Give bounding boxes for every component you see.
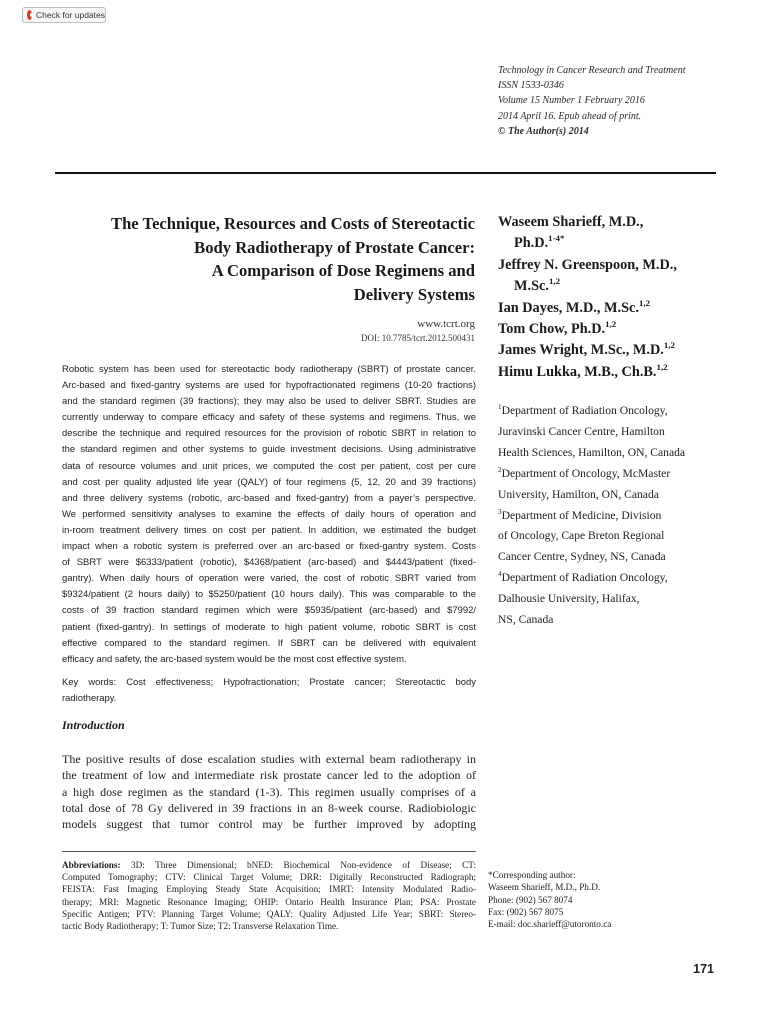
abstract-line: in-room treatment delivery times on cost per patient. In addition, we estimated the budget — [62, 524, 476, 536]
intro-line: The positive results of dose escalation studies with external beam radiotherapy in — [62, 752, 476, 766]
article-title — [60, 212, 475, 306]
author-affil-sup: 1-4* — [548, 233, 565, 244]
affiliation-text: Cancer Centre, Sydney, NS, Canada — [498, 550, 666, 564]
intro-line: models suggest that tumor control may be further improved by adopting — [62, 817, 476, 832]
affiliation-line — [498, 589, 738, 610]
author-degree-text: Ph.D. — [514, 235, 549, 252]
journal-issn: ISSN 1533-0346 — [498, 80, 564, 92]
affiliation-line — [498, 506, 738, 527]
keywords — [62, 675, 476, 707]
affiliation-sup: 4 — [498, 570, 502, 579]
abstract-line: and three delivery systems (robotic, arc-based and fixed-gantry) from a payer’s perspective. — [62, 492, 476, 504]
corresponding-line: *Corresponding author: — [488, 870, 576, 880]
affiliation-line — [498, 547, 738, 568]
author-name — [498, 340, 738, 361]
affiliation-text: Dalhousie University, Halifax, — [498, 592, 640, 606]
author-name-text: Tom Chow, Ph.D. — [498, 321, 606, 338]
author-list — [498, 212, 738, 383]
abstract-line: Arc-based and fixed-gantry systems are used for hypofractionated regimens (10-20 fractions) — [62, 380, 476, 392]
introduction-body — [62, 751, 476, 832]
section-heading-introduction: Introduction — [62, 718, 125, 732]
journal-info — [498, 63, 738, 139]
journal-copyright: © The Author(s) 2014 — [498, 125, 589, 137]
author-name — [498, 362, 738, 383]
affiliation-text: Department of Radiation Oncology, — [501, 571, 668, 585]
affiliation-line — [498, 485, 738, 506]
title-line: Body Radiotherapy of Prostate Cancer: — [194, 237, 475, 257]
affiliations — [498, 401, 738, 631]
author-affil-sup: 1,2 — [663, 340, 675, 351]
keywords-line: Key words: Cost effectiveness; Hypofractionation; Prostate cancer; Stereotactic body — [62, 677, 476, 688]
author-affil-sup: 1,2 — [656, 362, 668, 373]
abstract-line: effective compared to the standard regimen. If SBRT can be delivered with equivalent — [62, 637, 476, 649]
author-name — [498, 319, 738, 340]
corresponding-line: Phone: (902) 567 8074 — [488, 894, 573, 905]
author-degree — [498, 276, 738, 297]
author-name: Jeffrey N. Greenspoon, M.D., — [498, 256, 677, 273]
author-affil-sup: 1,2 — [638, 297, 651, 308]
intro-line: total dose of 78 Gy delivered in 39 fractions in an 8-week course. Radiobiologic — [62, 800, 476, 815]
affiliation-text: University, Hamilton, ON, Canada — [498, 487, 659, 501]
check-for-updates-button[interactable] — [22, 7, 106, 23]
affiliation-line — [498, 422, 738, 443]
page-number: 171 — [693, 962, 714, 976]
check-for-updates-label: Check for updates — [36, 10, 105, 20]
intro-line: a high dose regimen as the standard (1-3). This regimen usually comprises of a — [62, 784, 476, 799]
affiliation-line — [498, 401, 738, 422]
affiliation-sup: 1 — [498, 403, 502, 412]
abbrev-line: Specific Antigen; PTV: Planning Target Volume; QALY: Quality Adjusted Life Year; SBRT: Stereo- — [62, 908, 476, 919]
affiliation-text: Juravinski Cancer Centre, Hamilton — [498, 424, 665, 438]
abstract-line: efficacy and safety, the arc-based system would be the most cost effective system. — [62, 653, 407, 665]
intro-line: the treatment of low and intermediate risk prostate cancer led to the adoption of — [62, 768, 476, 783]
affiliation-line — [498, 526, 738, 547]
author-name — [498, 298, 738, 319]
abbrev-line — [62, 859, 476, 871]
author-degree-text: M.Sc. — [514, 278, 549, 295]
author-name-text: Ian Dayes, M.D., M.Sc. — [498, 299, 639, 316]
author-name: Waseem Sharieff, M.D., — [498, 214, 644, 230]
abbrev-text: 3D: Three Dimensional; bNED: Biochemical Non-evidence of Disease; CT: — [120, 860, 476, 870]
keywords-line: radiotherapy. — [62, 693, 117, 705]
corresponding-author — [488, 869, 728, 930]
abstract-line: We performed sensitivity analyses to examine the effects of daily hours of operation and — [62, 508, 476, 520]
author-degree — [498, 233, 738, 254]
affiliation-text: Department of Radiation Oncology, — [501, 404, 668, 417]
abstract-line: and the standard regimen (39 fractions); they may also be used to deliver SBRT. Studies are — [62, 396, 476, 408]
affiliation-line — [498, 568, 738, 589]
abstract-line: the standard regimen and other systems to guide investment decisions. Using administrative — [62, 444, 476, 456]
footnote-rule — [62, 851, 476, 852]
corresponding-line: Fax: (902) 567 8075 — [488, 906, 564, 917]
author-name-text: James Wright, M.Sc., M.D. — [498, 342, 664, 359]
abstract-line: patient (fixed-gantry). In settings of moderate to high patient volume, robotic SBRT is cost — [62, 621, 476, 633]
affiliation-sup: 3 — [498, 507, 502, 516]
title-line: A Comparison of Dose Regimens and — [211, 261, 475, 280]
check-for-updates-icon — [27, 10, 32, 20]
doi: DOI: 10.7785/tcrt.2012.500431 — [361, 333, 475, 343]
title-line: Delivery Systems — [353, 284, 475, 304]
header-rule — [55, 172, 716, 174]
corresponding-email[interactable]: E-mail: doc.sharieff@utoronto.ca — [488, 919, 612, 930]
affiliation-text: Health Sciences, Hamilton, ON, Canada — [498, 445, 686, 459]
affiliation-text: Department of Oncology, McMaster — [501, 466, 671, 480]
affiliation-sup: 2 — [498, 465, 502, 474]
abstract-line: gantry). When daily hours of operation were varied, the cost of robotic SBRT varied from — [62, 573, 476, 585]
affiliation-line — [498, 464, 738, 485]
abstract-line: Robotic system has been used for stereotactic body radiotherapy (SBRT) of prostate cancer. — [62, 364, 476, 375]
affiliation-line — [498, 443, 738, 464]
affiliation-line — [498, 610, 738, 631]
affiliation-text: of Oncology, Cape Breton Regional — [498, 529, 665, 543]
author-name-text: Himu Lukka, M.B., Ch.B. — [498, 363, 657, 380]
abstract — [62, 362, 476, 668]
affiliation-text: Department of Medicine, Division — [501, 508, 662, 522]
abstract-line: data of resource volumes and unit prices, we computed the cost per patient, cost per cure — [62, 460, 476, 472]
journal-name: Technology in Cancer Research and Treatment — [498, 65, 686, 76]
abbrev-line: tactic Body Radiotherapy; T: Tumor Size; T2: Transverse Relaxation Time. — [62, 921, 339, 932]
abstract-line: impact when a robotic system is preferred over an arc-based or fixed-gantry system. Costs — [62, 541, 476, 553]
abstract-line: of SBRT were $6333/patient (robotic), $4368/patient (arc-based) and $4443/patient (fixed- — [62, 557, 476, 569]
abstract-line: and cost per quality adjusted life year (QALY) of four regimens (5, 12, 20 and 39 fractions) — [62, 476, 476, 488]
abstract-line: $9324/patient (2 hours daily) to $5250/patient (10 hours daily). This was comparable to the — [62, 589, 476, 601]
affiliation-text: NS, Canada — [498, 613, 554, 627]
journal-url-link[interactable]: www.tcrt.org — [417, 318, 475, 330]
abstract-line: costs of 39 fraction standard regimen which were $5935/patient (arc-based) and $7992/ — [62, 605, 476, 617]
abbrev-line: FEISTA: Fast Imaging Employing Steady State Acquisition; IMRT: Intensity Modulated Radio- — [62, 884, 476, 895]
title-line: The Technique, Resources and Costs of Stereotactic — [111, 214, 475, 233]
abstract-line: describe the technique and required resources for the provision of robotic SBRT in relation to — [62, 428, 476, 440]
corresponding-line: Waseem Sharieff, M.D., Ph.D. — [488, 882, 601, 893]
abbrev-line: therapy; MRI: Magnetic Resonance Imaging; OHIP: Ontario Health Insurance Plan; PSA: Prostate — [62, 896, 476, 907]
abbrev-label: Abbreviations: — [62, 860, 121, 870]
abbrev-line: Computed Tomography; CTV: Clinical Target Volume; DRR: Digitally Reconstructed Radiograph; — [62, 872, 476, 883]
abbreviations-footnote — [62, 859, 476, 932]
journal-volume: Volume 15 Number 1 February 2016 — [498, 95, 645, 107]
author-affil-sup: 1,2 — [548, 276, 561, 287]
abstract-line: currently underway to compare efficacy and safety of these systems and regimens. Thus, we — [62, 412, 476, 424]
journal-epub: 2014 April 16. Epub ahead of print. — [498, 110, 642, 122]
author-affil-sup: 1,2 — [605, 319, 617, 330]
